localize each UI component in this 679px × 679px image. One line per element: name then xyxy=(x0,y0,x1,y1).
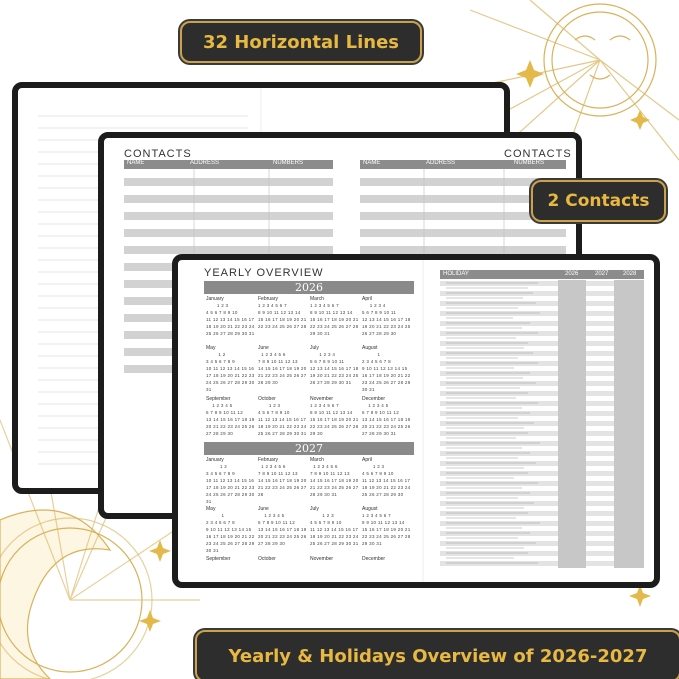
month-june-2027: June 1 2 3 4 5 6 7 8 9 10 11 12 13 14 15 16 17 18 19 20 21 22 23 24 25 26 27 28 29 30 xyxy=(258,506,307,546)
column-address: ADDRESS xyxy=(190,160,220,166)
holiday-rows xyxy=(178,260,654,582)
month-may-2027: May 1 2 3 4 5 6 7 8 9 10 11 12 13 14 15 16 17 18 19 20 21 22 23 24 25 26 27 28 29 30 31 xyxy=(206,506,255,553)
month-february-2026: February 1 2 3 4 5 6 7 8 9 10 11 12 13 14 15 16 17 18 19 20 21 22 23 24 25 26 27 28 xyxy=(258,296,307,329)
col-2028: 2028 xyxy=(623,271,637,277)
month-december-2026: December 1 2 3 4 5 6 7 8 9 10 11 12 13 14 15 16 17 18 19 20 21 22 23 24 25 26 27 28 29 30 31 xyxy=(362,396,411,436)
badge-contacts: 2 Contacts xyxy=(531,180,666,222)
col-holiday: HOLIDAY xyxy=(443,271,469,277)
yearly-title: YEARLY OVERVIEW xyxy=(204,267,324,279)
month-december-2027: December xyxy=(362,556,386,562)
month-april-2026: April 1 2 3 4 5 6 7 8 9 10 11 12 13 14 15 16 17 18 19 20 21 22 23 24 25 26 27 28 29 30 xyxy=(362,296,411,336)
month-may-2026: May 1 2 3 4 5 6 7 8 9 10 11 12 13 14 15 16 17 18 19 20 21 22 23 24 25 26 27 28 29 30 31 xyxy=(206,345,255,392)
month-july-2026: July 1 2 3 4 5 6 7 8 9 10 11 12 13 14 15 16 17 18 19 20 21 22 23 24 25 26 27 28 29 30 31 xyxy=(310,345,359,385)
year-2026-bar: 2026 xyxy=(204,281,414,294)
month-january-2027: January 1 2 3 4 5 6 7 8 9 10 11 12 13 14 15 16 17 18 19 20 21 22 23 24 25 26 27 28 29 30 31 xyxy=(206,457,255,504)
year-2027-bar: 2027 xyxy=(204,442,414,455)
month-july-2027: July 1 2 3 4 5 6 7 8 9 10 11 12 13 14 15 16 17 18 19 20 21 22 23 24 25 26 27 28 29 30 31 xyxy=(310,506,359,546)
column-name: NAME xyxy=(363,160,381,166)
month-november-2026: November 1 2 3 4 5 6 7 8 9 10 11 12 13 14 15 16 17 18 19 20 21 22 23 24 25 26 27 28 29 30 xyxy=(310,396,359,436)
column-numbers: NUMBERS xyxy=(273,160,304,166)
month-march-2027: March 1 2 3 4 5 6 7 8 9 10 11 12 13 14 15 16 17 18 19 20 21 22 23 24 25 26 27 28 29 30 31 xyxy=(310,457,359,497)
month-april-2027: April 1 2 3 4 5 6 7 8 9 10 11 12 13 14 15 16 17 18 19 20 21 22 23 24 25 26 27 28 29 30 xyxy=(362,457,411,497)
month-august-2027: August 1 2 3 4 5 6 7 8 9 10 11 12 13 14 15 16 17 18 19 20 21 22 23 24 25 26 27 28 29 30 31 xyxy=(362,506,411,546)
badge-yearly-holidays: Yearly & Holidays Overview of 2026-2027 xyxy=(195,630,679,679)
month-march-2026: March 1 2 3 4 5 6 7 8 9 10 11 12 13 14 15 16 17 18 19 20 21 22 23 24 25 26 27 28 29 30 31 xyxy=(310,296,359,336)
month-september-2027: September xyxy=(206,556,231,562)
col-2027: 2027 xyxy=(595,271,609,277)
month-november-2027: November xyxy=(310,556,334,562)
month-august-2026: August 1 2 3 4 5 6 7 8 9 10 11 12 13 14 15 16 17 18 19 20 21 22 23 24 25 26 27 28 29 30 31 xyxy=(362,345,411,392)
month-june-2026: June 1 2 3 4 5 6 7 8 9 10 11 12 13 14 15 16 17 18 19 20 21 22 23 24 25 26 27 28 29 30 xyxy=(258,345,307,385)
column-name: NAME xyxy=(127,160,145,166)
contacts-title-left: CONTACTS xyxy=(124,148,192,160)
month-january-2026: January 1 2 3 4 5 6 7 8 9 10 11 12 13 14 15 16 17 18 19 20 21 22 23 24 25 26 27 28 29 30 31 xyxy=(206,296,255,336)
badge-horizontal-lines: 32 Horizontal Lines xyxy=(180,21,422,63)
month-october-2027: October xyxy=(258,556,276,562)
contacts-title-right: CONTACTS xyxy=(504,148,572,160)
month-october-2026: October 1 2 3 4 5 6 7 8 9 10 11 12 13 14 15 16 17 18 19 20 21 22 23 24 25 26 27 28 29 30 31 xyxy=(258,396,307,436)
col-2026: 2026 xyxy=(565,271,579,277)
column-numbers: NUMBERS xyxy=(514,160,545,166)
column-address: ADDRESS xyxy=(426,160,456,166)
notebook-yearly xyxy=(172,254,660,588)
month-september-2026: September 1 2 3 4 5 6 7 8 9 10 11 12 13 14 15 16 17 18 19 20 21 22 23 24 25 26 27 28 29 30 xyxy=(206,396,255,436)
month-february-2027: February 1 2 3 4 5 6 7 8 9 10 11 12 13 14 15 16 17 18 19 20 21 22 23 24 25 26 27 28 xyxy=(258,457,307,497)
